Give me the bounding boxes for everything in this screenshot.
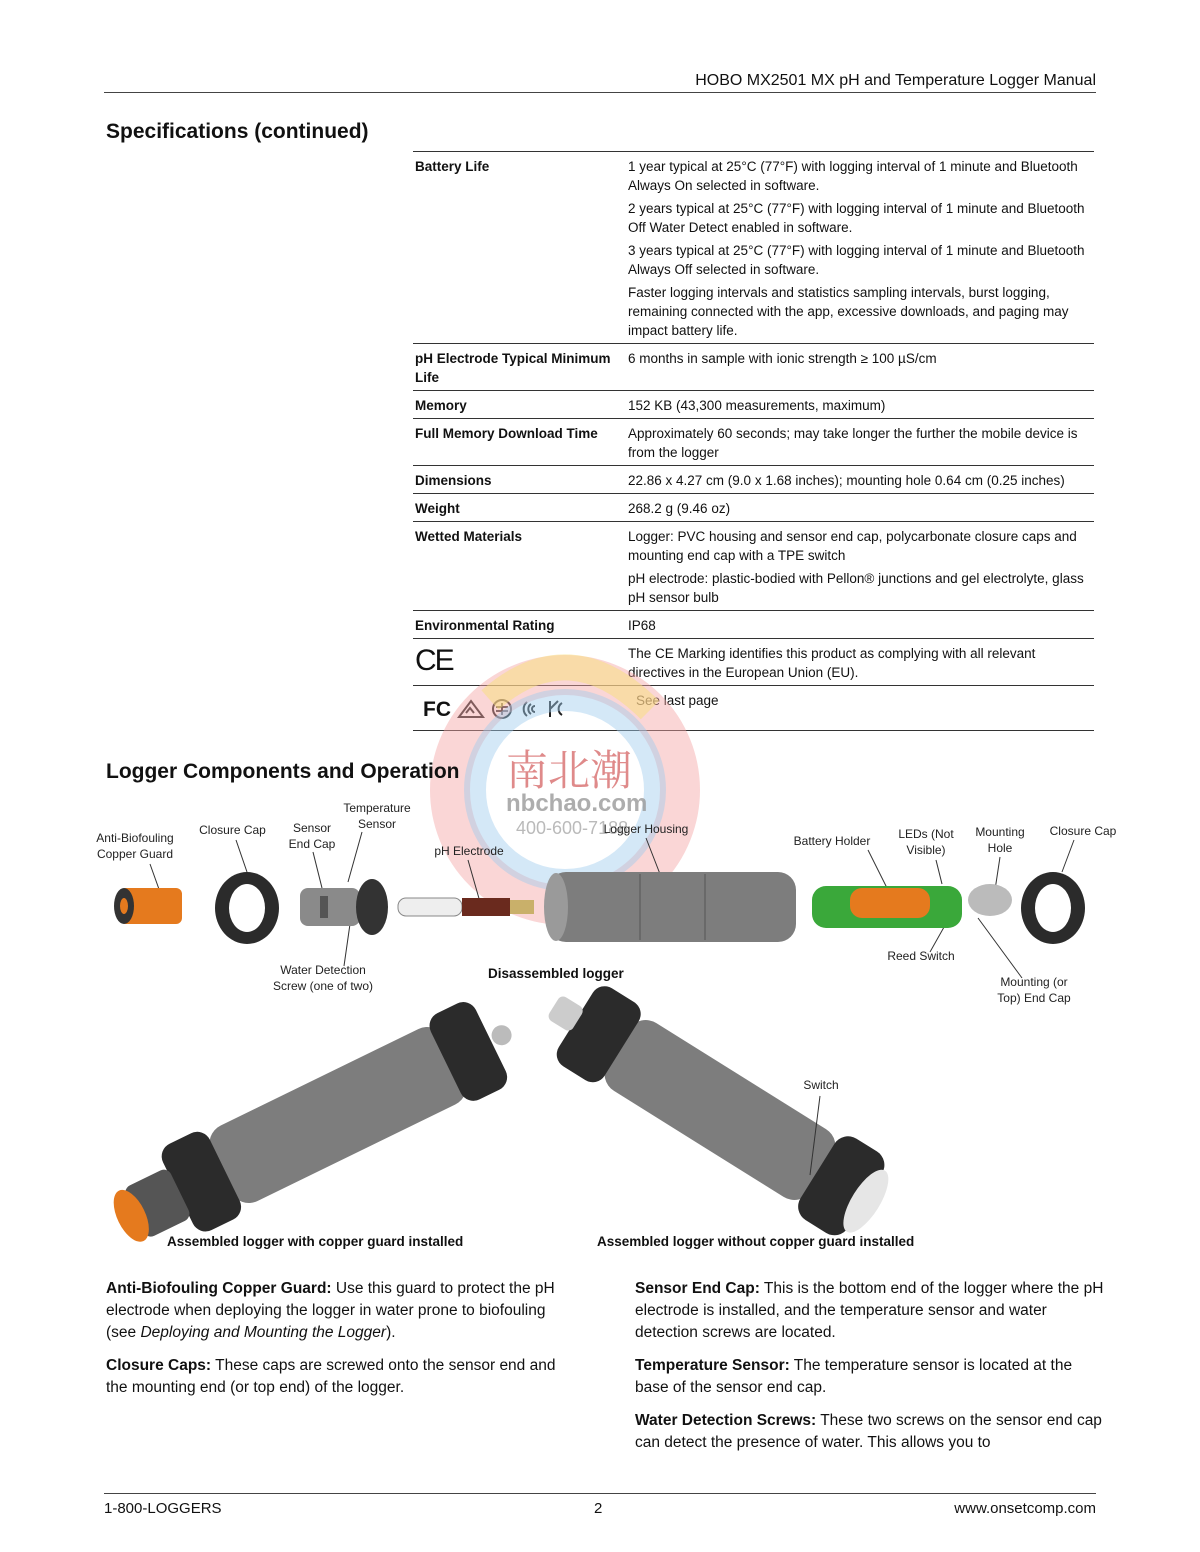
- description-paragraph: [635, 1410, 1105, 1454]
- description-term: Closure Caps:: [106, 1357, 212, 1374]
- copper-guard-part: [114, 888, 182, 924]
- spec-value-line: 6 months in sample with ionic strength ≥ 100 µS/cm: [628, 351, 937, 366]
- spec-value-line: IP68: [628, 618, 656, 633]
- label-reed-switch: Reed Switch: [887, 949, 955, 963]
- description-paragraph: [635, 1355, 1105, 1399]
- watermark-phone: 400-600-7188: [516, 818, 629, 838]
- spec-value-line: Faster logging intervals and statistics sampling intervals, burst logging, remaining connected with the app, excessive downloads, and paging may impact battery life.: [628, 285, 1069, 338]
- sensor-end-cap-part: [300, 879, 388, 935]
- description-text: These two screws on the sensor end cap can detect the presence of water. This allows you to: [635, 1412, 1102, 1451]
- label-closure-left: Closure Cap: [199, 823, 266, 837]
- spec-value-line: 22.86 x 4.27 cm (9.0 x 1.68 inches); mounting hole 0.64 cm (0.25 inches): [628, 473, 1065, 488]
- ph-electrode-part: [398, 898, 534, 916]
- assembled-without-guard: [528, 965, 903, 1249]
- specifications-heading: Specifications (continued): [106, 120, 369, 143]
- footer-page-number: 2: [594, 1500, 603, 1517]
- ce-text: The CE Marking identifies this product as complying with all relevant directives in the European Union (EU).: [628, 646, 1036, 680]
- header-title: HOBO MX2501 MX pH and Temperature Logger Manual: [695, 72, 1096, 89]
- battery-holder-part: [812, 884, 1012, 928]
- label-sensor-end-cap: Sensor End Cap: [288, 821, 336, 851]
- spec-value-line: 3 years typical at 25°C (77°F) with logging interval of 1 minute and Bluetooth Always Off selected in software.: [628, 243, 1085, 277]
- label-mounting-hole: Mounting Hole: [975, 825, 1025, 855]
- spec-label: Weight: [415, 501, 460, 516]
- label-ph-electrode: pH Electrode: [434, 844, 504, 858]
- spec-value-line: 268.2 g (9.46 oz): [628, 501, 731, 516]
- description-paragraph: [106, 1278, 576, 1344]
- page-footer: [104, 1493, 1096, 1517]
- description-paragraph: [106, 1355, 576, 1399]
- watermark-cn: 南北潮: [506, 746, 633, 795]
- description-text: This is the bottom end of the logger where the pH electrode is installed, and the temperature sensor and water detection screws are located.: [635, 1280, 1104, 1341]
- footer-url: www.onsetcomp.com: [954, 1500, 1096, 1517]
- footer-phone: 1-800-LOGGERS: [104, 1500, 222, 1517]
- spec-value-line: Approximately 60 seconds; may take longer the further the mobile device is from the logger: [628, 426, 1078, 460]
- caption-with-guard: Assembled logger with copper guard installed: [167, 1234, 464, 1249]
- description-text: ).: [386, 1324, 396, 1341]
- label-switch: Switch: [803, 1078, 839, 1092]
- label-battery-holder: Battery Holder: [793, 834, 871, 848]
- closure-cap-left-part: [215, 872, 279, 944]
- label-leds: LEDs (Not Visible): [898, 827, 954, 857]
- closure-cap-right-part: [1021, 872, 1085, 944]
- description-term: Sensor End Cap:: [635, 1280, 760, 1297]
- logger-housing-part: [544, 872, 796, 942]
- spec-label: pH Electrode Typical Minimum Life: [415, 351, 611, 385]
- caption-without-guard: Assembled logger without copper guard installed: [597, 1234, 915, 1249]
- spec-label: Full Memory Download Time: [415, 426, 598, 441]
- spec-label: Dimensions: [415, 473, 492, 488]
- label-water-screw: Water Detection Screw (one of two): [272, 963, 374, 993]
- descriptions-left: [106, 1278, 576, 1410]
- label-mount-end-cap: Mounting (or Top) End Cap: [997, 975, 1071, 1005]
- description-text: These caps are screwed onto the sensor end and the mounting end (or top end) of the logger.: [106, 1357, 556, 1396]
- assembled-with-guard: [98, 988, 532, 1265]
- description-term: Anti-Biofouling Copper Guard:: [106, 1280, 332, 1297]
- spec-value-line: 2 years typical at 25°C (77°F) with logging interval of 1 minute and Bluetooth Off Water Detect enabled in software.: [628, 201, 1085, 235]
- label-housing: Logger Housing: [603, 822, 689, 836]
- spec-label: Environmental Rating: [415, 618, 555, 633]
- description-text: Use this guard to protect the pH electrode when deploying the logger in water prone to biofouling (see: [106, 1280, 555, 1341]
- description-paragraph: [635, 1278, 1105, 1344]
- description-text: The temperature sensor is located at the base of the sensor end cap.: [635, 1357, 1073, 1396]
- description-term: Water Detection Screws:: [635, 1412, 817, 1429]
- components-heading: Logger Components and Operation: [106, 760, 460, 783]
- spec-value-line: 152 KB (43,300 measurements, maximum): [628, 398, 886, 413]
- spec-label: Wetted Materials: [415, 529, 523, 544]
- cert-text: See last page: [636, 693, 719, 708]
- label-guard: Anti-Biofouling Copper Guard: [96, 831, 174, 861]
- description-term: Temperature Sensor:: [635, 1357, 790, 1374]
- spec-label: Battery Life: [415, 159, 490, 174]
- description-reference: Deploying and Mounting the Logger: [140, 1324, 387, 1341]
- fc-mark: FC: [423, 697, 451, 721]
- caption-disassembled: Disassembled logger: [488, 966, 624, 981]
- descriptions-right: [635, 1278, 1105, 1465]
- spec-value-line: 1 year typical at 25°C (77°F) with logging interval of 1 minute and Bluetooth Always On selected in software.: [628, 159, 1078, 193]
- spec-value-line: pH electrode: plastic-bodied with Pellon® junctions and gel electrolyte, glass pH sensor bulb: [628, 571, 1084, 605]
- spec-value-line: Logger: PVC housing and sensor end cap, polycarbonate closure caps and mounting end cap with a TPE switch: [628, 529, 1077, 563]
- watermark-site: nbchao.com: [506, 790, 648, 817]
- spec-label: Memory: [415, 398, 467, 413]
- ce-mark: CE: [415, 644, 453, 677]
- label-temp-sensor: Temperature Sensor: [343, 801, 411, 831]
- label-closure-right: Closure Cap: [1049, 824, 1117, 838]
